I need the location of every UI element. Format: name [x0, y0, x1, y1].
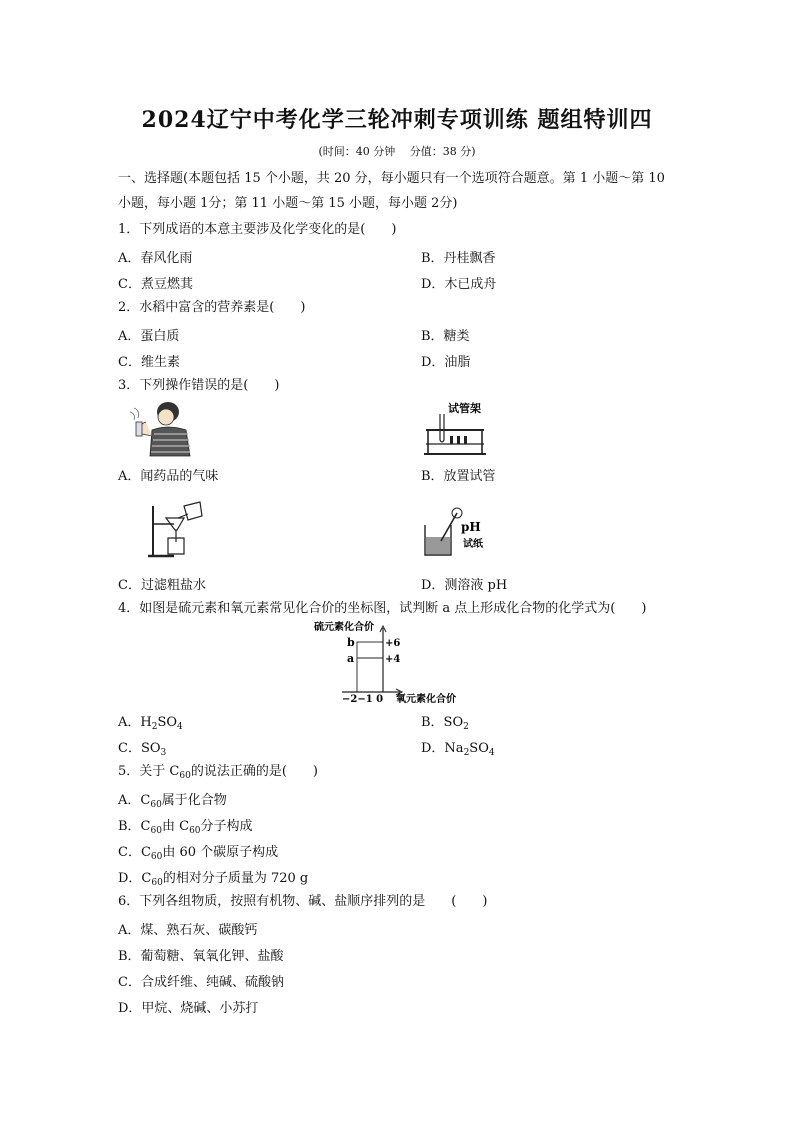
- question-4-option-b: B．$SO_2$: [421, 715, 469, 732]
- x-axis-label: 氧元素化合价: [396, 694, 456, 705]
- tick-plus-6: +6: [385, 638, 401, 649]
- question-2-option-a: A．蛋白质: [118, 329, 180, 344]
- question-1-option-d: D．木已成舟: [421, 277, 497, 292]
- question-2-stem: 2．水稻中富含的营养素是( ): [118, 300, 306, 315]
- ph-label: pH: [461, 520, 481, 534]
- question-5-option-b: B．$C_{60}$由 $C_{60}$分子构成: [118, 819, 253, 836]
- test-tube-rack-figure: [420, 400, 495, 458]
- question-4-option-c: C．$SO_3$: [118, 741, 167, 758]
- question-2-option-c: C．维生素: [118, 355, 180, 370]
- y-axis-label: 硫元素化合价: [314, 622, 374, 633]
- section-instructions-line2: 小题，每小题 1分；第 11 小题～第 15 小题，每小题 2分): [118, 196, 458, 211]
- question-6-option-d: D．甲烷、烧碱、小苏打: [118, 1001, 259, 1016]
- question-2-option-d: D．油脂: [421, 355, 471, 370]
- smelling-reagent-figure: [128, 400, 198, 458]
- question-1-option-b: B．丹桂飘香: [421, 251, 496, 266]
- valence-coordinate-graph: [314, 620, 486, 705]
- tick-plus-4: +4: [385, 654, 401, 665]
- question-5-option-a: A．$C_{60}$属于化合物: [118, 793, 227, 810]
- question-1-stem: 1．下列成语的本意主要涉及化学变化的是( ): [118, 222, 397, 237]
- question-6-option-c: C．合成纤维、纯碱、硫酸钠: [118, 975, 284, 990]
- question-3-stem: 3．下列操作错误的是( ): [118, 378, 280, 393]
- x-tick-labels: −2−1 0: [342, 694, 384, 705]
- test-paper-label: 试纸: [463, 539, 483, 550]
- question-2-option-b: B．糖类: [421, 329, 470, 344]
- question-4-stem: 4．如图是硫元素和氧元素常见化合价的坐标图，试判断 a 点上形成化合物的化学式为( ): [118, 601, 647, 616]
- page-title: 2024辽宁中考化学三轮冲刺专项训练 题组特训四: [141, 107, 653, 133]
- question-1-option-c: C．煮豆燃萁: [118, 277, 193, 292]
- question-5-option-c: C．$C_{60}$由 60 个碳原子构成: [118, 845, 279, 862]
- question-3-option-b: B．放置试管: [421, 469, 496, 484]
- question-4-option-d: D．$Na_2SO_4$: [421, 741, 495, 758]
- rack-label: 试管架: [448, 402, 481, 415]
- question-1-option-a: A．春风化雨: [118, 251, 193, 266]
- question-4-option-a: A．$H_2SO_4$: [118, 715, 183, 732]
- question-5-stem: 5．关于 $C_{60}$的说法正确的是( ): [118, 764, 318, 781]
- question-3-option-d: D．测溶液 pH: [421, 578, 508, 593]
- point-a-label: a: [347, 652, 355, 665]
- question-3-option-c: C．过滤粗盐水: [118, 578, 206, 593]
- question-3-option-a: A．闻药品的气味: [118, 469, 219, 484]
- ph-test-figure: [421, 505, 496, 559]
- question-6-option-a: A．煤、熟石灰、碳酸钙: [118, 923, 258, 938]
- question-5-option-d: D．$C_{60}$的相对分子质量为 720 g: [118, 871, 309, 888]
- point-b-label: b: [347, 636, 355, 649]
- filtration-figure: [144, 498, 204, 560]
- question-6-stem: 6．下列各组物质，按照有机物、碱、盐顺序排列的是 ( ): [118, 894, 488, 909]
- page-subtitle: (时间：40 分钟 分值：38 分): [318, 145, 476, 158]
- question-6-option-b: B．葡萄糖、氧氧化钾、盐酸: [118, 949, 284, 964]
- section-instructions-line1: 一、选择题(本题包括 15 个小题，共 20 分，每小题只有一个选项符合题意。第 1 小题～第 10: [118, 171, 665, 186]
